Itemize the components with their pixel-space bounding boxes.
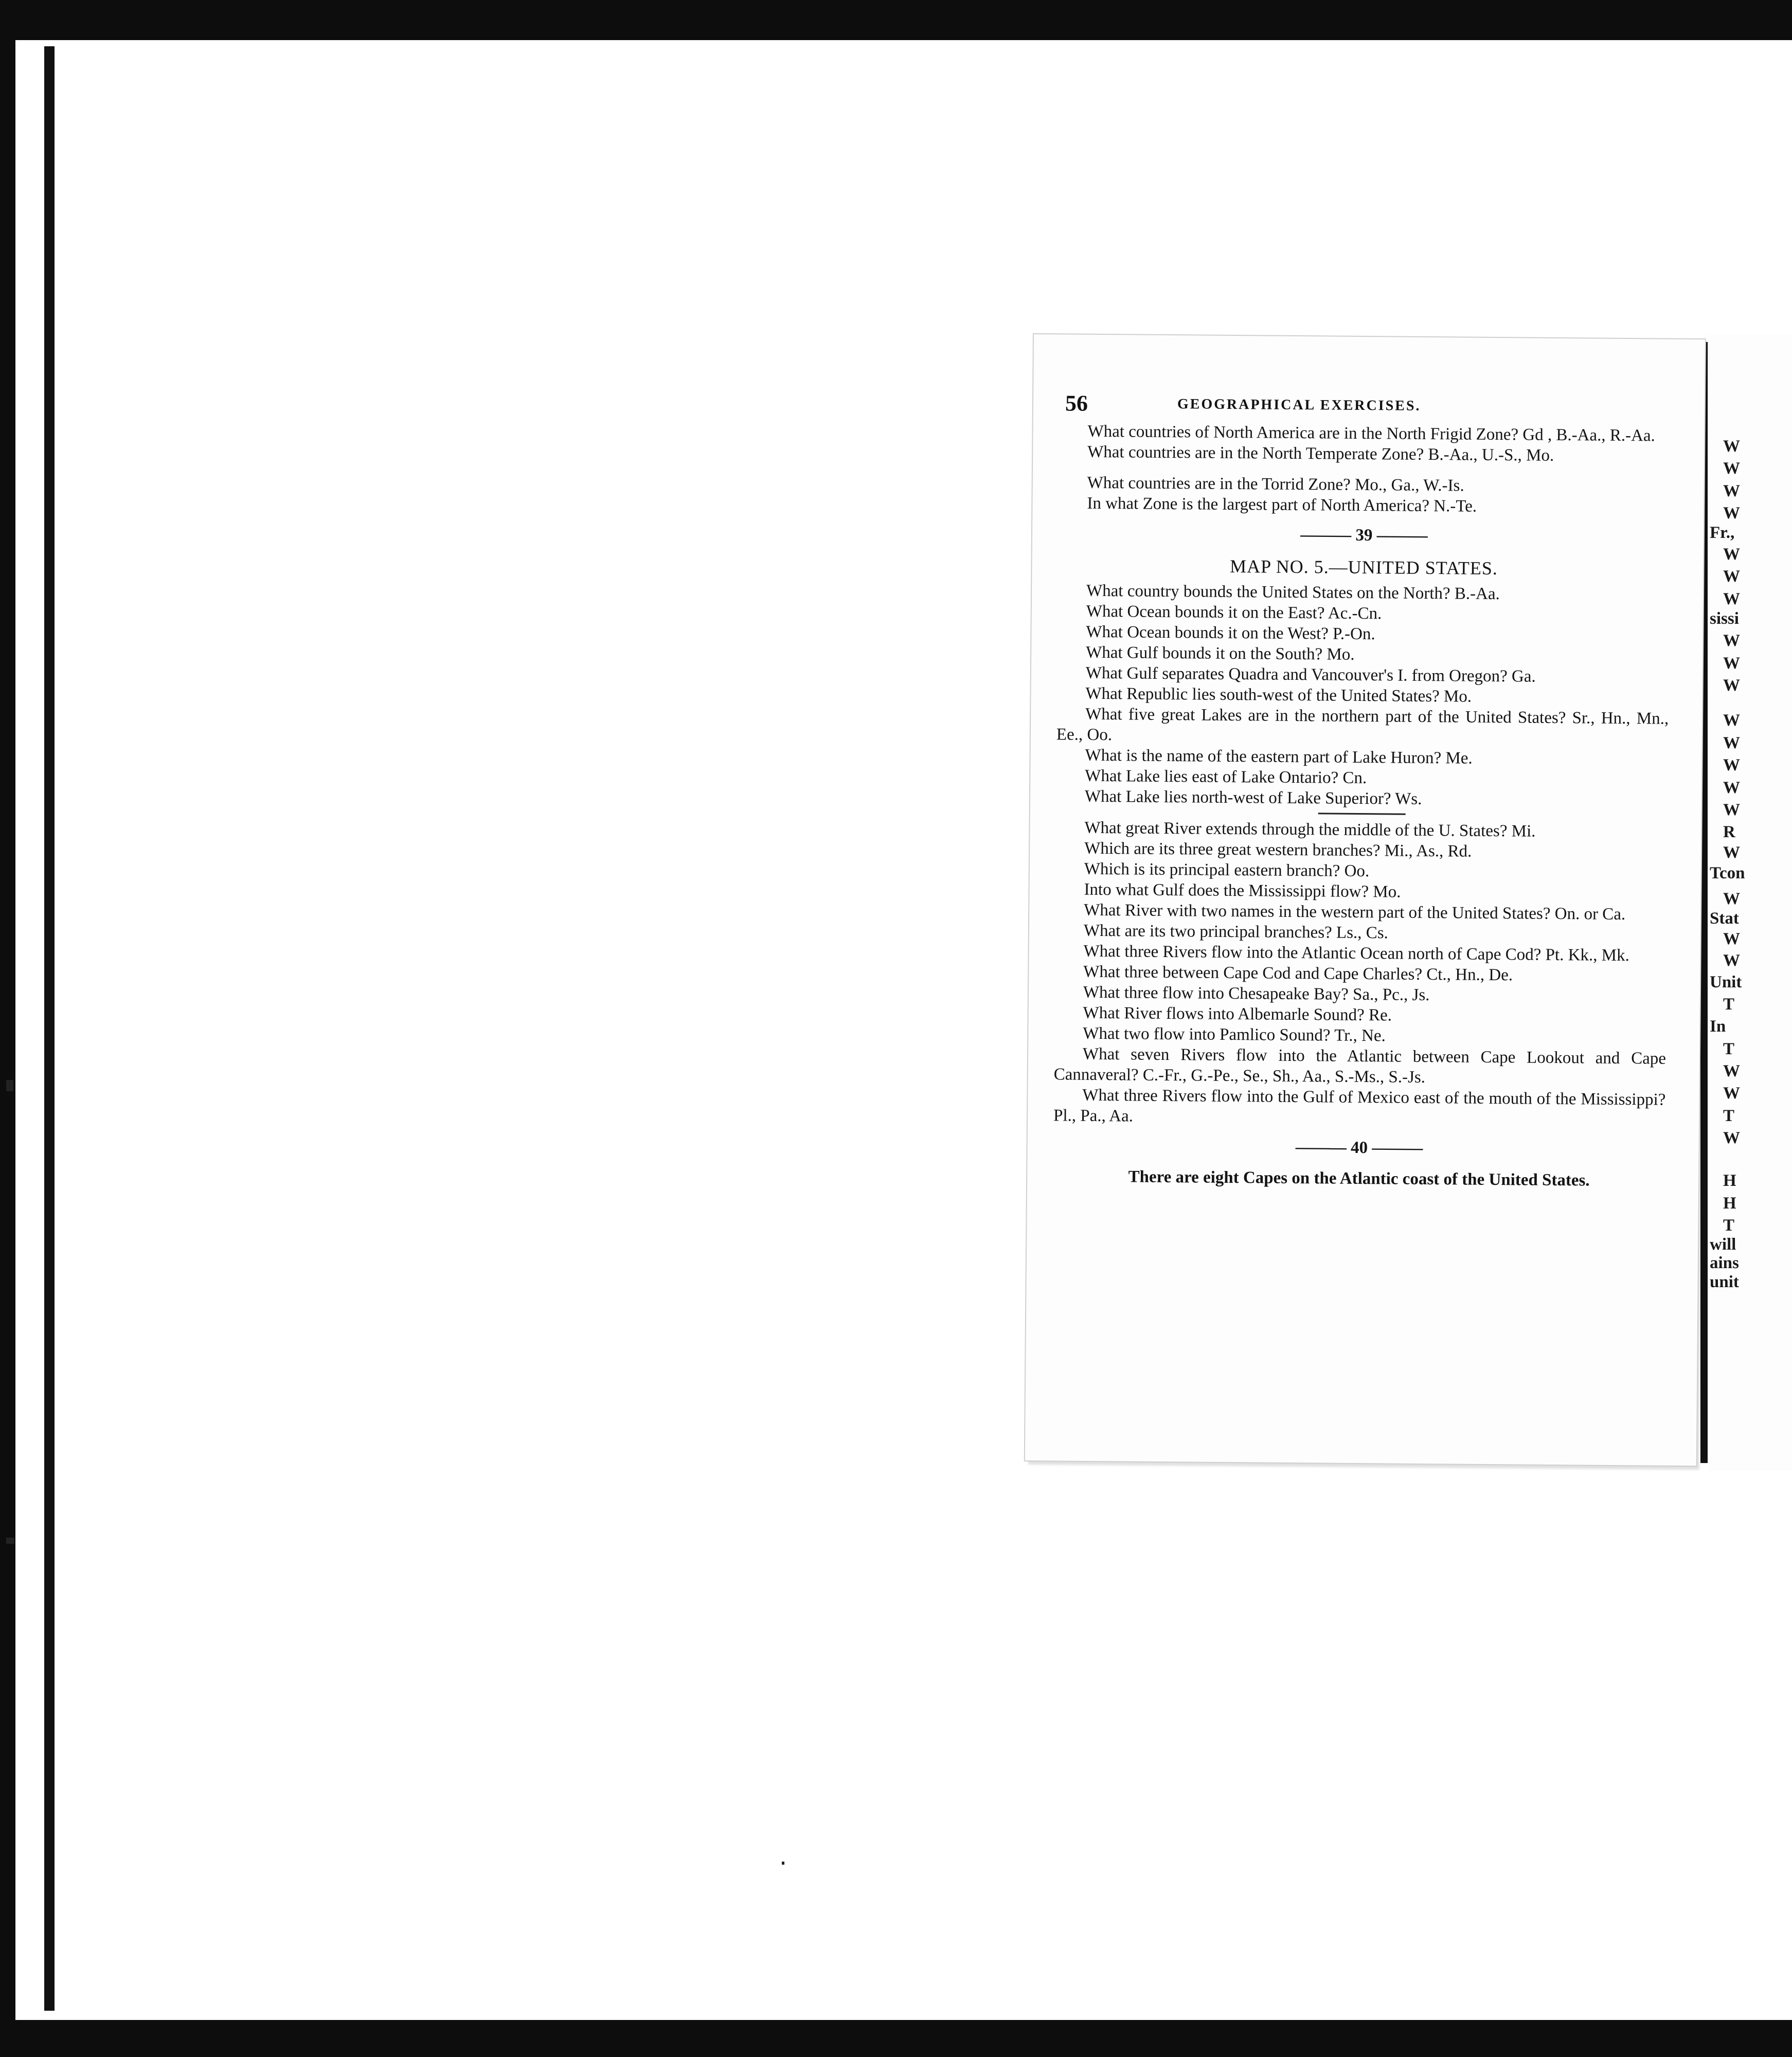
exercise-divider-40: ——— 40 ——— xyxy=(1295,1138,1423,1158)
scan-speck xyxy=(6,1080,13,1091)
scan-border-top xyxy=(0,0,1792,40)
facing-page-line: W xyxy=(1723,676,1740,695)
facing-page-line: W xyxy=(1723,930,1740,948)
running-head-title: GEOGRAPHICAL EXERCISES. xyxy=(1177,396,1421,414)
facing-page-line: R xyxy=(1723,823,1735,841)
question: In what Zone is the largest part of North America? N.-Te. xyxy=(1087,494,1477,516)
question: What seven Rivers flow into the Atlantic between Cape Lookout and Cape Cannaveral? C.-Fr., G.-Pe., Se., Sh., Aa., S.-Ms., S.-Js. xyxy=(1053,1044,1666,1087)
question: What Republic lies south-west of the United States? Mo. xyxy=(1085,684,1472,706)
question: What Lake lies north-west of Lake Superior? Ws. xyxy=(1084,787,1422,808)
facing-page-line: will xyxy=(1710,1235,1736,1254)
facing-page-line: W xyxy=(1723,482,1740,500)
facing-page-line: W xyxy=(1723,890,1740,908)
facing-page-line: T xyxy=(1723,1040,1735,1058)
facing-page-line: W xyxy=(1723,756,1740,774)
facing-page-line: W xyxy=(1723,843,1740,862)
question: What great River extends through the middle of the U. States? Mi. xyxy=(1084,818,1536,841)
book-page xyxy=(1025,334,1705,1466)
facing-page-line: T xyxy=(1723,1216,1735,1235)
question: What Ocean bounds it on the East? Ac.-Cn. xyxy=(1086,602,1382,623)
question: What are its two principal branches? Ls., Cs. xyxy=(1083,921,1389,943)
facing-page-line: In xyxy=(1710,1017,1726,1036)
facing-page-line: W xyxy=(1723,1129,1740,1147)
question: What five great Lakes are in the northern part of the United States? Sr., Hn., Mn., Ee., Oo. xyxy=(1056,705,1669,745)
facing-page-line: T xyxy=(1723,995,1735,1014)
facing-page-line: W xyxy=(1723,711,1740,730)
question: Which is its principal eastern branch? Oo. xyxy=(1084,859,1370,881)
page-number: 56 xyxy=(1065,390,1088,416)
question: Which are its three great western branches? Mi., As., Rd. xyxy=(1084,839,1472,861)
question: What three Rivers flow into the Atlantic Ocean north of Cape Cod? Pt. Kk., Mk. xyxy=(1083,942,1629,965)
facing-page-line: Fr., xyxy=(1710,524,1735,542)
question: What country bounds the United States on the North? B.-Aa. xyxy=(1086,581,1500,604)
facing-page-line: W xyxy=(1723,779,1740,797)
question: What two flow into Pamlico Sound? Tr., Ne. xyxy=(1083,1024,1386,1045)
facing-page-line: Unit xyxy=(1710,973,1742,991)
scan-border-left xyxy=(0,31,15,2026)
facing-page-line: W xyxy=(1723,631,1740,650)
facing-page-line: H xyxy=(1723,1194,1736,1213)
question: What countries are in the North Temperate Zone? B.-Aa., U.-S., Mo. xyxy=(1087,442,1554,465)
facing-page-line: ains xyxy=(1710,1254,1739,1272)
exercise-divider-39: ——— 39 ——— xyxy=(1300,526,1428,546)
scan-speck xyxy=(6,1538,14,1544)
facing-page-line: sissi xyxy=(1710,609,1739,628)
page-text xyxy=(1053,421,1671,1191)
facing-page-line: W xyxy=(1723,567,1740,586)
facing-page-line: W xyxy=(1723,504,1740,522)
facing-page-line: unit xyxy=(1710,1273,1739,1291)
question: What River flows into Albemarle Sound? Re. xyxy=(1083,1003,1392,1025)
question: What Lake lies east of Lake Ontario? Cn. xyxy=(1085,766,1367,788)
facing-page-line: W xyxy=(1723,437,1740,456)
facing-page-line: W xyxy=(1723,654,1740,673)
scan-border-bottom xyxy=(0,2020,1792,2057)
section-title: MAP NO. 5.—UNITED STATES. xyxy=(1229,556,1498,579)
facing-page-line: H xyxy=(1723,1171,1736,1190)
facing-page-line: W xyxy=(1723,951,1740,970)
question: What three flow into Chesapeake Bay? Sa., Pc., Js. xyxy=(1083,983,1430,1005)
question: What River with two names in the western part of the United States? On. or Ca. xyxy=(1084,900,1626,924)
facing-page-line: W xyxy=(1723,590,1740,608)
question: What countries of North America are in the North Frigid Zone? Gd , B.-Aa., R.-Aa. xyxy=(1087,422,1655,445)
question: Into what Gulf does the Mississippi flow? Mo. xyxy=(1084,880,1401,901)
facing-page-line: T xyxy=(1723,1107,1735,1125)
facing-page-line: W xyxy=(1723,1062,1740,1080)
facing-page-line: Stat xyxy=(1710,909,1739,928)
facing-page-line: W xyxy=(1723,545,1740,564)
facing-page-line: Tcon xyxy=(1710,864,1745,882)
question: What Ocean bounds it on the West? P.-On. xyxy=(1086,622,1375,644)
closing-statement: There are eight Capes on the Atlantic coast of the United States. xyxy=(1128,1167,1590,1190)
question: What countries are in the Torrid Zone? Mo., Ga., W.-Is. xyxy=(1087,473,1464,495)
question: What Gulf bounds it on the South? Mo. xyxy=(1086,643,1355,664)
section-rule xyxy=(1318,813,1406,815)
facing-page-line: W xyxy=(1723,801,1740,819)
question: What Gulf separates Quadra and Vancouver's I. from Oregon? Ga. xyxy=(1085,663,1536,686)
facing-page-line: W xyxy=(1723,1084,1740,1103)
question: What is the name of the eastern part of Lake Huron? Me. xyxy=(1085,746,1473,768)
scan-border-left-inner xyxy=(44,46,55,2011)
facing-page-line: W xyxy=(1723,459,1740,478)
question: What three between Cape Cod and Cape Charles? Ct., Hn., De. xyxy=(1083,962,1513,985)
facing-page-fragment xyxy=(1708,334,1792,1471)
question: What three Rivers flow into the Gulf of Mexico east of the mouth of the Mississippi? Pl., Pa., Aa. xyxy=(1053,1086,1666,1126)
scan-speck xyxy=(782,1862,784,1865)
running-header xyxy=(1065,390,1672,420)
facing-page-line: W xyxy=(1723,734,1740,752)
